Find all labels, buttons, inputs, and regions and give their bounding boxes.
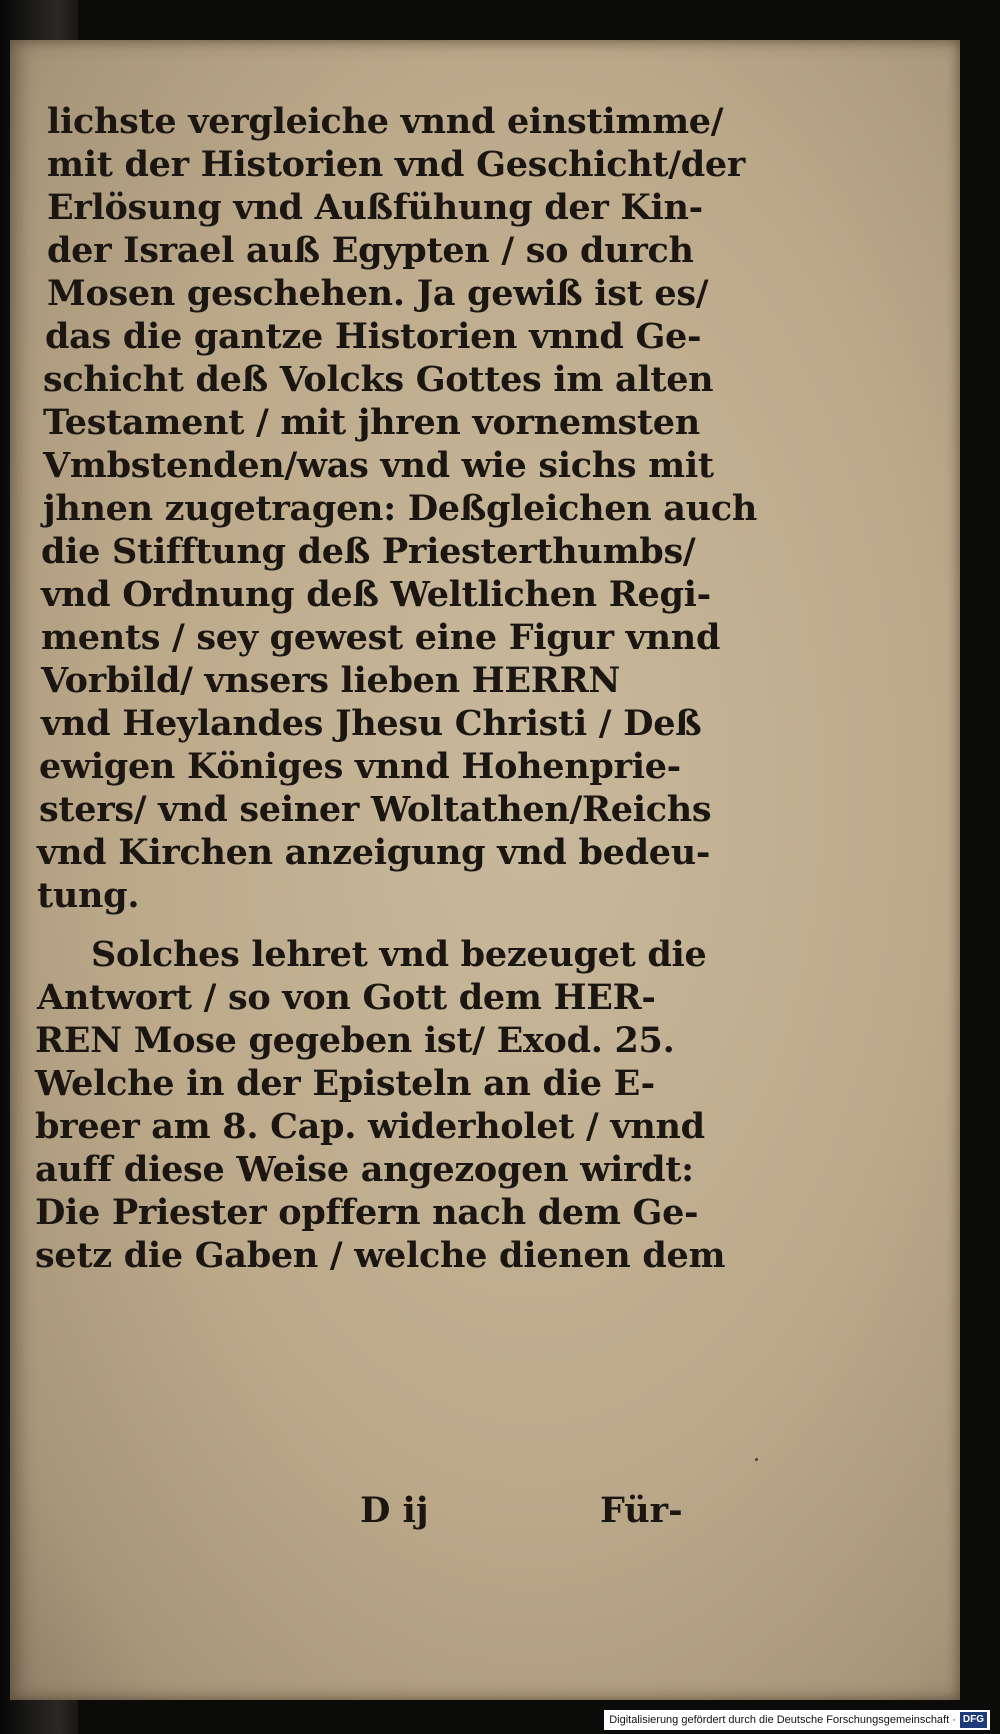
text-line: das die gantze Historien vnnd Ge-	[45, 316, 702, 357]
text-line: tung.	[37, 875, 140, 916]
text-line: Mosen geschehen. Ja gewiß ist es/	[47, 273, 709, 314]
text-line: jhnen zugetragen: Deßgleichen auch	[43, 488, 757, 529]
signature-mark: D ij	[360, 1490, 429, 1531]
digitization-footer	[604, 1710, 990, 1730]
text-line: ments / sey gewest eine Figur vnnd	[41, 617, 721, 658]
text-line: die Stifftung deß Priesterthumbs/	[41, 531, 696, 572]
text-line: auff diese Weise angezogen wirdt:	[35, 1149, 694, 1190]
text-line: Antwort / so von Gott dem HER-	[37, 977, 656, 1018]
text-line: schicht deß Volcks Gottes im alten	[43, 359, 714, 400]
text-line: REN Mose gegeben ist/ Exod. 25.	[35, 1020, 675, 1061]
text-line: Die Priester opffern nach dem Ge-	[35, 1192, 699, 1233]
footer-credit: Digitalisierung gefördert durch die Deutsche Forschungsgemeinschaft ·	[609, 1714, 956, 1726]
text-line: vnd Ordnung deß Weltlichen Regi-	[41, 574, 711, 615]
text-line: Solches lehret vnd bezeuget die	[91, 934, 707, 975]
text-line: vnd Kirchen anzeigung vnd bedeu-	[37, 832, 711, 873]
text-line: mit der Historien vnd Geschicht/der	[47, 144, 746, 185]
text-line: ewigen Königes vnnd Hohenprie-	[39, 746, 681, 787]
text-line: breer am 8. Cap. widerholet / vnnd	[35, 1106, 705, 1147]
paper-speck	[755, 1458, 758, 1461]
text-line: Vorbild/ vnsers lieben HERRN	[41, 660, 621, 701]
catchword: Für-	[600, 1490, 683, 1531]
text-line: Welche in der Episteln an die E-	[35, 1063, 655, 1104]
text-line: der Israel auß Egypten / so durch	[47, 230, 694, 271]
text-line: setz die Gaben / welche dienen dem	[35, 1235, 726, 1276]
text-line: lichste vergleiche vnnd einstimme/	[47, 101, 724, 142]
text-line: vnd Heylandes Jhesu Christi / Deß	[41, 703, 702, 744]
text-line: Erlösung vnd Außfühung der Kin-	[47, 187, 703, 228]
text-line: sters/ vnd seiner Woltathen/Reichs	[39, 789, 712, 830]
paragraph-2	[35, 933, 725, 1277]
text-block	[35, 100, 757, 1277]
text-line: Vmbstenden/was vnd wie sichs mit	[43, 445, 714, 486]
book-page	[10, 40, 960, 1700]
text-line: Testament / mit jhren vornemsten	[43, 402, 700, 443]
dfg-logo: DFG	[960, 1712, 987, 1728]
